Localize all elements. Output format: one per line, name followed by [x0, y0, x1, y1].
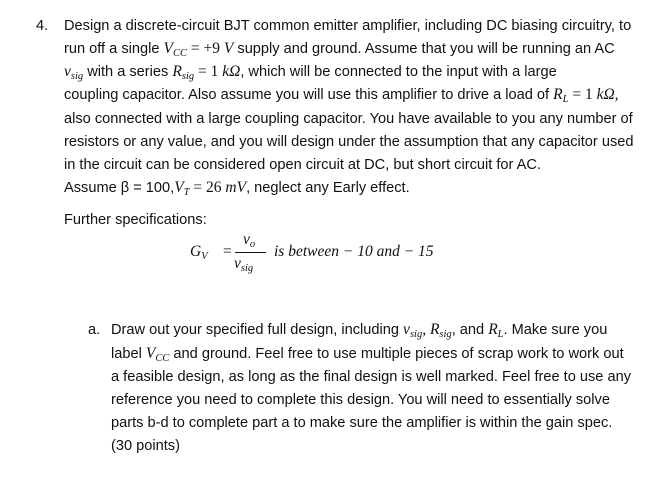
- vcc-symbol: [146, 345, 169, 362]
- rsig-sub: sig: [439, 329, 452, 340]
- mv-unit: mV: [225, 179, 247, 196]
- part-a-line-4: reference you need to complete this design. You will need to essentially solve: [111, 392, 610, 408]
- rl-sub: L: [562, 94, 569, 105]
- problem-line-1: Design a discrete-circuit BJT common emitter amplifier, including DC biasing circuitry, to: [64, 18, 632, 34]
- text: supply and ground. Assume that you will be running an AC: [233, 41, 615, 57]
- vsig-v: v: [64, 63, 71, 80]
- text: coupling capacitor. Also assume you will use this amplifier to drive a load of: [64, 87, 554, 103]
- vcc-v: V: [145, 345, 156, 362]
- rl-r: R: [553, 86, 563, 103]
- text: and ground. Feel free to use multiple pieces of scrap work to work out: [169, 346, 624, 362]
- rsig-sub: sig: [181, 71, 195, 82]
- rsig-symbol: [172, 63, 194, 80]
- problem-line-5: also connected with a large coupling capacitor. You have available to you any number of: [64, 111, 633, 127]
- text: with a series: [83, 64, 173, 80]
- vt-v: V: [174, 179, 184, 196]
- num-sub: o: [249, 239, 256, 250]
- text: , and: [451, 322, 489, 338]
- part-a-points: (30 points): [111, 438, 180, 454]
- text: label: [111, 346, 146, 362]
- numerator: [243, 231, 255, 249]
- denominator: [234, 255, 253, 273]
- kohm-unit: kΩ: [596, 86, 615, 103]
- fraction-bar: [235, 252, 266, 253]
- equals-26: = 26: [189, 179, 226, 196]
- vsig-v: v: [403, 321, 410, 338]
- rsig-symbol: [430, 321, 452, 338]
- num-v: v: [243, 231, 250, 248]
- vcc-sub: CC: [155, 353, 170, 364]
- rsig-r: R: [172, 63, 182, 80]
- rl-symbol: [553, 86, 568, 103]
- volt-unit: V: [223, 40, 234, 57]
- rl-symbol: [488, 321, 503, 338]
- den-v: v: [234, 255, 241, 272]
- vcc-symbol: [164, 40, 187, 57]
- part-a-line-2: [111, 345, 624, 363]
- text: Assume β = 100,: [64, 180, 175, 196]
- vcc-sub: CC: [173, 48, 188, 59]
- part-a-line-1: [111, 321, 607, 339]
- problem-line-6: resistors or any value, and you will design under the assumption that any capacitor used: [64, 134, 634, 150]
- rl-sub: L: [497, 329, 504, 340]
- part-a-label: a.: [88, 322, 101, 338]
- kohm-unit: kΩ: [222, 63, 241, 80]
- gain-range: is between − 10 and − 15: [274, 243, 434, 260]
- text: , neglect any Early effect.: [246, 180, 410, 196]
- part-a-line-3: a feasible design, as long as the final design is well marked. Feel free to use any: [111, 369, 631, 385]
- rsig-r: R: [429, 321, 440, 338]
- den-sub: sig: [240, 263, 254, 274]
- vt-symbol: [174, 179, 189, 196]
- vt-sub: T: [183, 187, 190, 198]
- vsig-symbol: [64, 63, 83, 80]
- equals-1: = 1: [194, 63, 223, 80]
- comma: ,: [422, 321, 430, 338]
- text: . Make sure you: [503, 322, 608, 338]
- gain-g: G: [190, 243, 202, 260]
- problem-line-2: [64, 40, 615, 58]
- further-specs-heading: Further specifications:: [64, 212, 207, 228]
- part-a-line-5: parts b-d to complete part a to make sure the amplifier is within the gain spec.: [111, 415, 613, 431]
- text: Draw out your specified full design, including: [111, 322, 404, 338]
- vsig-sub: sig: [70, 71, 84, 82]
- vcc-v: V: [163, 40, 173, 57]
- gain-sub: V: [201, 251, 208, 262]
- equals-sign: =: [223, 243, 232, 260]
- problem-line-7: in the circuit can be considered open circuit at DC, but short circuit for AC.: [64, 157, 541, 173]
- vsig-symbol: [403, 321, 422, 338]
- rl-r: R: [488, 321, 498, 338]
- problem-line-3: [64, 63, 557, 81]
- text: run off a single: [64, 41, 164, 57]
- problem-line-8: [64, 179, 410, 197]
- gain-symbol: [190, 243, 208, 261]
- equals-1: = 1: [568, 86, 597, 103]
- text: , which will be connected to the input with a large: [240, 64, 557, 80]
- comma: ,: [614, 86, 619, 103]
- problem-line-4: [64, 86, 619, 104]
- problem-number: 4.: [36, 18, 49, 34]
- equals-9: = +9: [187, 40, 224, 57]
- vsig-sub: sig: [409, 329, 423, 340]
